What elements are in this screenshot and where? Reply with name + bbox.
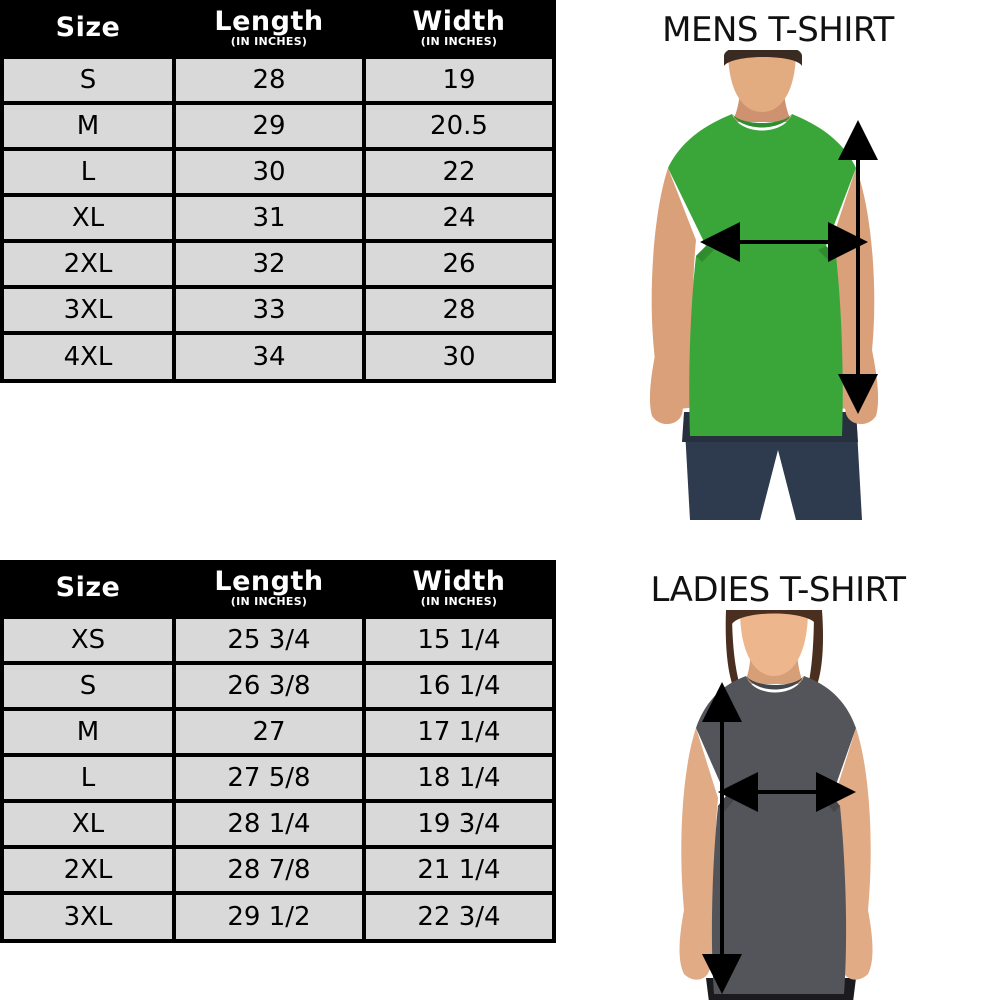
ladies-header-length: [174, 564, 364, 617]
mens-cell-size: 4XL: [4, 333, 174, 379]
mens-size-table: [4, 4, 552, 379]
ladies-cell-length: 25 3/4: [174, 617, 364, 663]
ladies-cell-size: 2XL: [4, 847, 174, 893]
mens-cell-length: 30: [174, 149, 364, 195]
mens-panel-title: MENS T-SHIRT: [662, 10, 894, 50]
mens-cell-width: 24: [364, 195, 552, 241]
mens-header-width: [364, 4, 552, 57]
table-row: [4, 287, 552, 333]
mens-tshirt-diagram: [556, 50, 1000, 520]
mens-size-table-block: [0, 0, 556, 383]
table-row: [4, 103, 552, 149]
table-row: [4, 241, 552, 287]
mens-table-header: [4, 4, 552, 57]
ladies-cell-size: XL: [4, 801, 174, 847]
table-row: [4, 149, 552, 195]
ladies-cell-size: L: [4, 755, 174, 801]
ladies-tshirt-diagram: [556, 610, 1000, 1000]
mens-figure: [556, 50, 1000, 570]
ladies-panel-title: LADIES T-SHIRT: [650, 570, 906, 610]
ladies-cell-width: 15 1/4: [364, 617, 552, 663]
ladies-table-body: [4, 617, 552, 939]
mens-header-length: [174, 4, 364, 57]
mens-cell-size: XL: [4, 195, 174, 241]
ladies-header-size: [4, 564, 174, 617]
ladies-cell-length: 28 1/4: [174, 801, 364, 847]
ladies-header-width-label: Width: [412, 566, 506, 597]
mens-cell-size: 2XL: [4, 241, 174, 287]
mens-cell-length: 28: [174, 57, 364, 103]
ladies-header-size-label: Size: [55, 572, 121, 603]
ladies-cell-size: XS: [4, 617, 174, 663]
mens-tshirt: [668, 114, 856, 436]
table-row: [4, 755, 552, 801]
ladies-cell-width: 21 1/4: [364, 847, 552, 893]
ladies-header-width-units: (IN INCHES): [420, 595, 498, 608]
mens-cell-size: S: [4, 57, 174, 103]
ladies-cell-width: 17 1/4: [364, 709, 552, 755]
table-row: [4, 709, 552, 755]
mens-illustration-panel: [556, 0, 1000, 520]
ladies-cell-width: 19 3/4: [364, 801, 552, 847]
mens-cell-width: 20.5: [364, 103, 552, 149]
mens-cell-width: 28: [364, 287, 552, 333]
ladies-cell-size: M: [4, 709, 174, 755]
mens-cell-size: 3XL: [4, 287, 174, 333]
mens-header-size-label: Size: [55, 12, 121, 43]
ladies-cell-length: 28 7/8: [174, 847, 364, 893]
ladies-cell-width: 18 1/4: [364, 755, 552, 801]
table-row: [4, 57, 552, 103]
ladies-size-table-block: [0, 560, 556, 943]
ladies-header-length-units: (IN INCHES): [230, 595, 308, 608]
mens-cell-length: 31: [174, 195, 364, 241]
table-row: [4, 663, 552, 709]
mens-cell-length: 33: [174, 287, 364, 333]
ladies-cell-length: 29 1/2: [174, 893, 364, 939]
table-row: [4, 617, 552, 663]
ladies-cell-width: 22 3/4: [364, 893, 552, 939]
table-row: [4, 195, 552, 241]
mens-header-size: [4, 4, 174, 57]
table-row: [4, 847, 552, 893]
ladies-cell-size: S: [4, 663, 174, 709]
ladies-header-length-label: Length: [214, 566, 324, 597]
ladies-cell-length: 27: [174, 709, 364, 755]
mens-cell-width: 26: [364, 241, 552, 287]
mens-cell-length: 32: [174, 241, 364, 287]
ladies-header-width: [364, 564, 552, 617]
mens-header-width-label: Width: [412, 6, 506, 37]
mens-cell-width: 22: [364, 149, 552, 195]
mens-cell-length: 34: [174, 333, 364, 379]
table-row: [4, 333, 552, 379]
ladies-size-table: [4, 564, 552, 939]
mens-table-body: [4, 57, 552, 379]
mens-cell-width: 30: [364, 333, 552, 379]
ladies-cell-size: 3XL: [4, 893, 174, 939]
mens-cell-size: M: [4, 103, 174, 149]
ladies-cell-length: 26 3/8: [174, 663, 364, 709]
ladies-table-header: [4, 564, 552, 617]
mens-cell-size: L: [4, 149, 174, 195]
table-row: [4, 801, 552, 847]
table-row: [4, 893, 552, 939]
ladies-illustration-panel: [556, 560, 1000, 1000]
ladies-figure: [556, 610, 1000, 1000]
ladies-cell-width: 16 1/4: [364, 663, 552, 709]
mens-cell-width: 19: [364, 57, 552, 103]
ladies-cell-length: 27 5/8: [174, 755, 364, 801]
mens-header-length-label: Length: [214, 6, 324, 37]
mens-header-length-units: (IN INCHES): [230, 35, 308, 48]
mens-header-width-units: (IN INCHES): [420, 35, 498, 48]
mens-cell-length: 29: [174, 103, 364, 149]
